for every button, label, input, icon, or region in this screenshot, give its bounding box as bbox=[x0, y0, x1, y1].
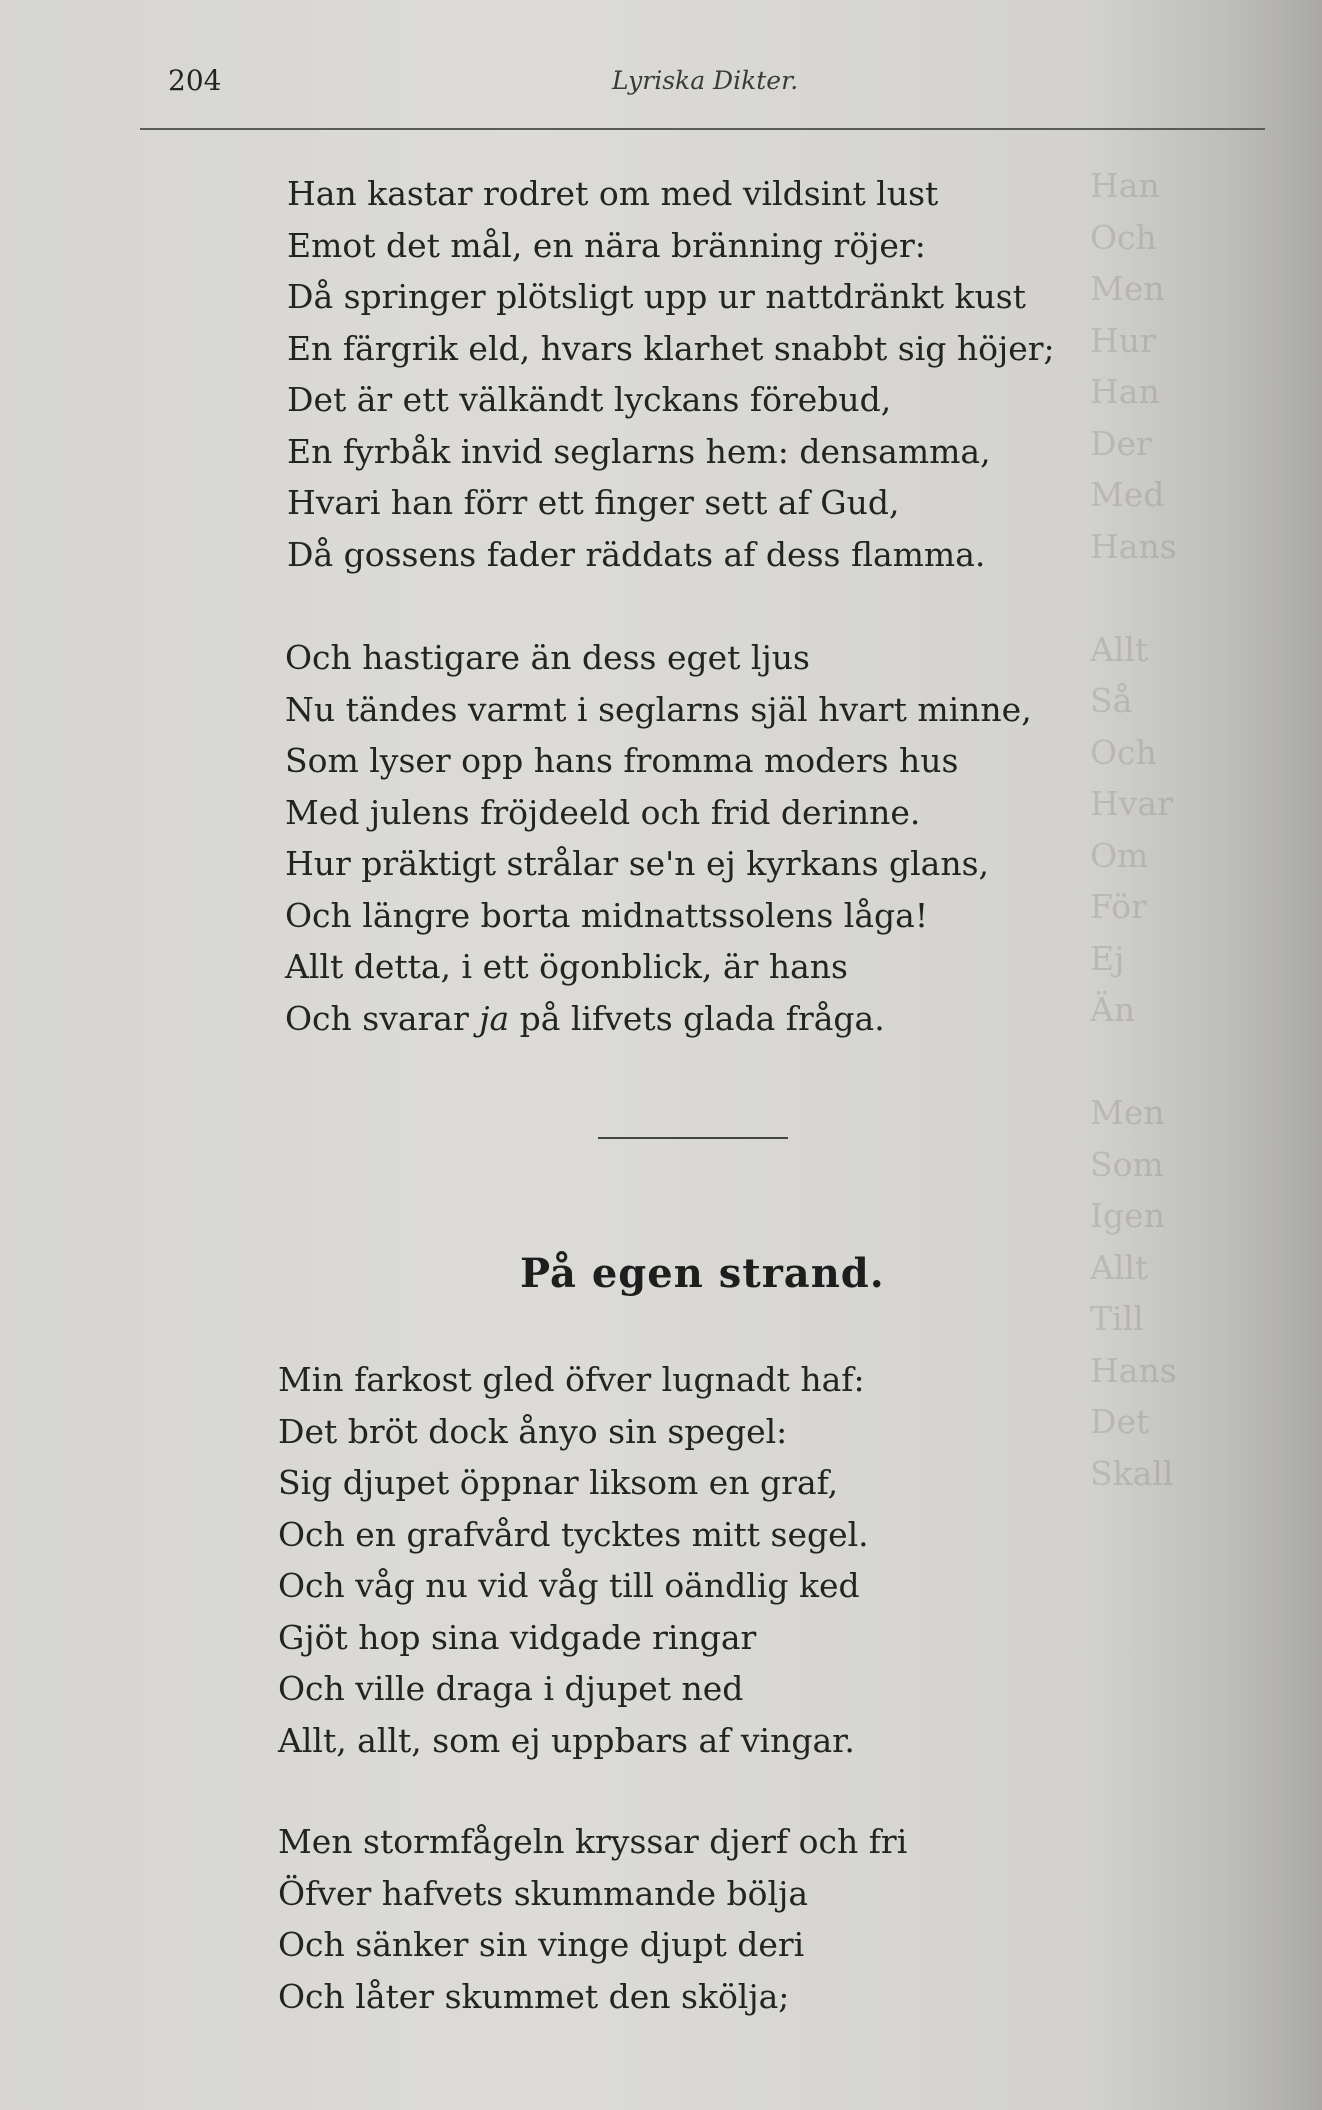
verse-fragment: på lifvets glada fråga. bbox=[509, 998, 885, 1038]
verse-line: Min farkost gled öfver lugnadt haf: bbox=[278, 1360, 865, 1399]
poem1-stanza1 bbox=[287, 168, 1055, 580]
verse-line: Sig djupet öppnar liksom en graf, bbox=[278, 1463, 839, 1502]
poem1-stanza2 bbox=[285, 632, 1032, 1044]
verse-line: Hvari han förr ett finger sett af Gud, bbox=[287, 483, 900, 522]
verse-fragment: Och svarar bbox=[285, 998, 480, 1038]
verse-line: En färgrik eld, hvars klarhet snabbt sig höjer; bbox=[287, 328, 1055, 368]
verse-line: Men stormfågeln kryssar djerf och fri bbox=[278, 1822, 908, 1861]
verse-line: Och sänker sin vinge djupt deri bbox=[278, 1925, 805, 1964]
verse-line: Då gossens fader räddats af dess flamma. bbox=[287, 534, 986, 574]
emphasized-word: ja bbox=[479, 998, 510, 1038]
section-divider bbox=[598, 1137, 788, 1139]
verse-line: Med julens fröjdeeld och frid derinne. bbox=[285, 792, 921, 832]
verse-line: Och våg nu vid våg till oändlig ked bbox=[278, 1566, 860, 1605]
show-through-text: Han Och Men Hur Han Der Med Hans Allt Så Och Hvar Om För Ej Än Men Som Igen Allt Till Hans Det Skall bbox=[1090, 166, 1177, 1493]
poem2-stanza2 bbox=[278, 1816, 907, 2022]
verse-line: Och ville draga i djupet ned bbox=[278, 1669, 744, 1708]
verse-line: Allt, allt, som ej uppbars af vingar. bbox=[278, 1720, 855, 1760]
verse-line: Hur präktigt strålar se'n ej kyrkans glans, bbox=[285, 844, 990, 883]
verse-line: Det är ett välkändt lyckans förebud, bbox=[287, 380, 892, 419]
verse-line: Han kastar rodret om med vildsint lust bbox=[287, 174, 939, 213]
poem-title: På egen strand. bbox=[520, 1250, 885, 1297]
verse-line: Och hastigare än dess eget ljus bbox=[285, 638, 810, 677]
verse-line: Då springer plötsligt upp ur nattdränkt kust bbox=[287, 277, 1026, 316]
verse-line: Det bröt dock ånyo sin spegel: bbox=[278, 1411, 788, 1451]
header-rule bbox=[140, 128, 1265, 130]
verse-line: Allt detta, i ett ögonblick, är hans bbox=[285, 947, 848, 986]
verse-line: Nu tändes varmt i seglarns själ hvart minne, bbox=[285, 689, 1032, 729]
verse-line: Emot det mål, en nära bränning röjer: bbox=[287, 225, 926, 265]
verse-line: Gjöt hop sina vidgade ringar bbox=[278, 1617, 757, 1657]
verse-line: Som lyser opp hans fromma moders hus bbox=[285, 741, 959, 780]
verse-line: Och en grafvård tycktes mitt segel. bbox=[278, 1514, 869, 1554]
verse-line: Och låter skummet den skölja; bbox=[278, 1976, 790, 2016]
verse-line: Öfver hafvets skummande bölja bbox=[278, 1873, 808, 1913]
running-title: Lyriska Dikter. bbox=[612, 66, 799, 95]
verse-line: Och längre borta midnattssolens låga! bbox=[285, 895, 929, 935]
page-number: 204 bbox=[168, 64, 222, 97]
verse-line: En fyrbåk invid seglarns hem: densamma, bbox=[287, 431, 991, 471]
verse-line-final bbox=[285, 993, 1032, 1045]
poem2-stanza1 bbox=[278, 1354, 869, 1766]
